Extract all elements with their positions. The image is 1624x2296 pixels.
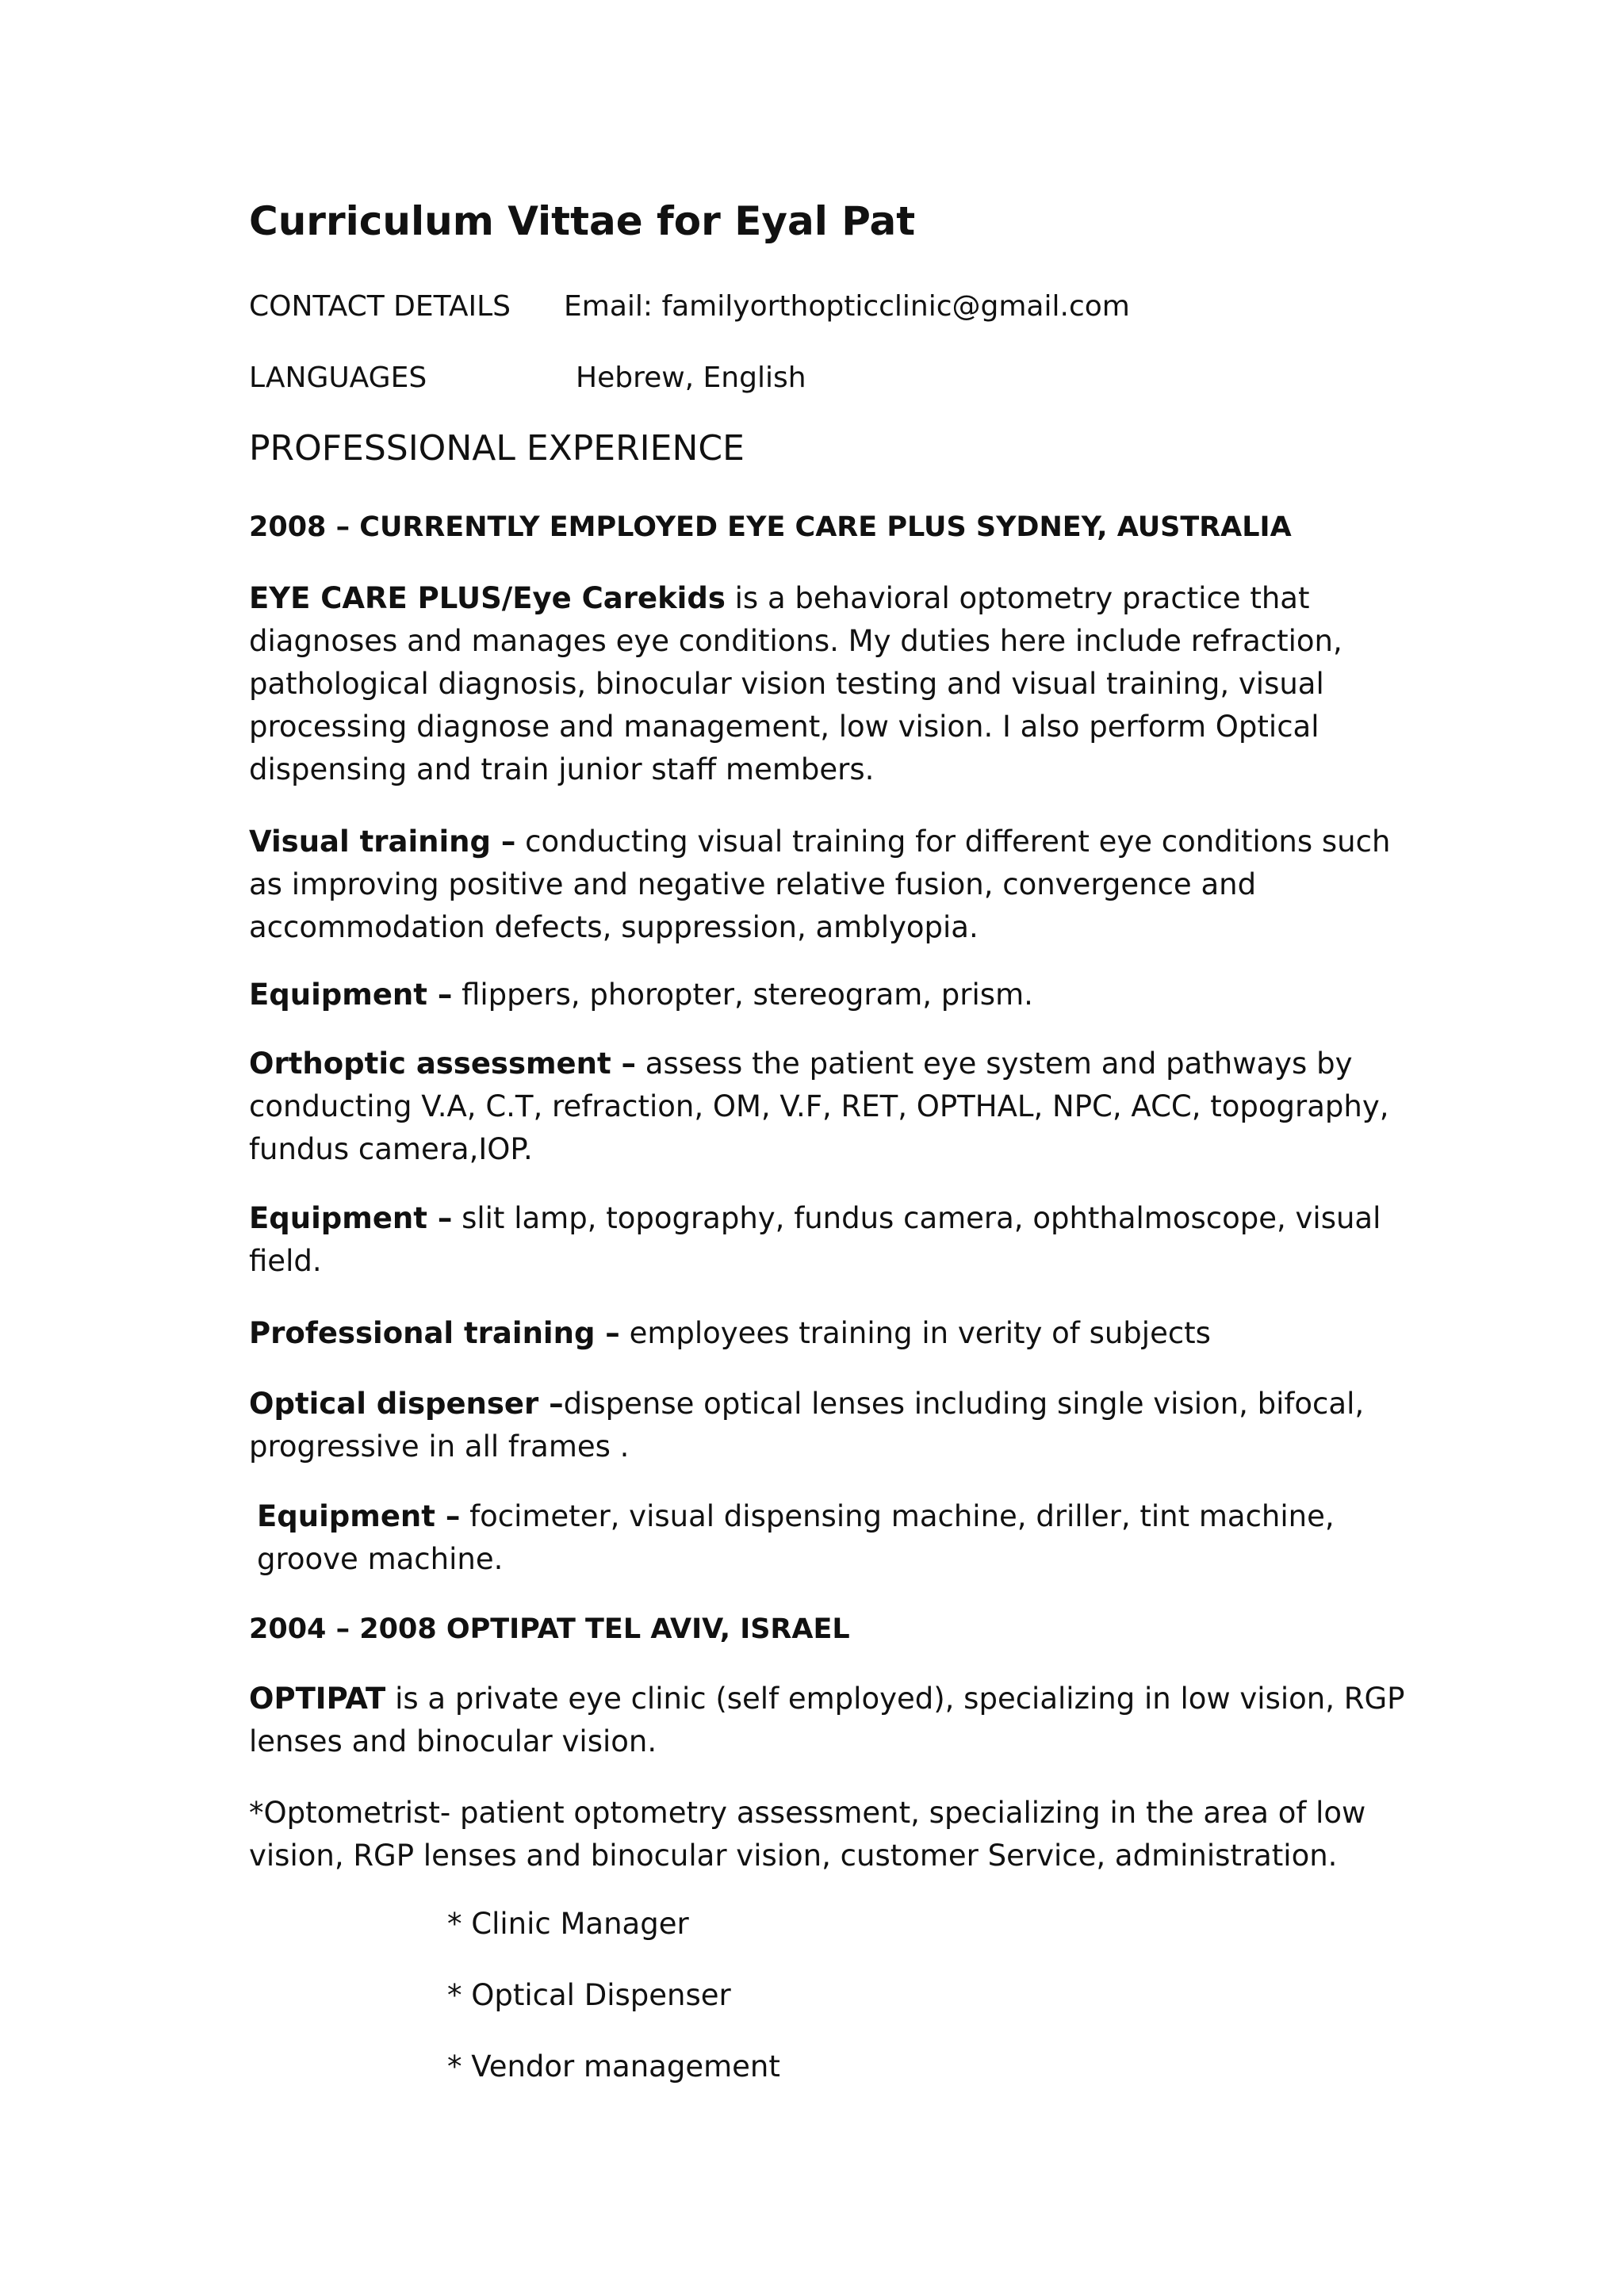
job-heading-optipat: 2004 – 2008 OPTIPAT TEL AVIV, ISRAEL [249, 1613, 850, 1645]
equipment-visual-training: Equipment – flippers, phoropter, stereogram, prism. [249, 978, 1033, 1012]
languages-row [249, 357, 806, 400]
document-title: Curriculum Vittae for Eyal Pat [249, 198, 916, 244]
professional-experience-heading: PROFESSIONAL EXPERIENCE [249, 428, 745, 469]
optipat-description: OPTIPAT is a private eye clinic (self employed), specializing in low vision, RGP lenses and binocular vision. [249, 1682, 1405, 1758]
equipment-label: Equipment – [249, 978, 453, 1012]
role-item: * Vendor management [447, 2049, 780, 2084]
contact-details-row [249, 285, 1130, 328]
eye-care-plus-name: EYE CARE PLUS/Eye Carekids [249, 581, 726, 615]
contact-email: Email: familyorthopticclinic@gmail.com [564, 290, 1130, 323]
optometrist-paragraph: *Optometrist- patient optometry assessment, specializing in the area of low vision, RGP lenses and binocular vision, customer Service, administration. [249, 1796, 1366, 1873]
eye-care-plus-description: EYE CARE PLUS/Eye Carekids is a behavioral optometry practice that diagnoses and manages eye conditions. My duties here include refraction, pathological diagnosis, binocular vision testing and visual training, visual processing diagnose and management, low vision. I also perform Optical dispensing and train junior staff members. [249, 581, 1342, 786]
equipment-label: Equipment – [249, 1201, 453, 1235]
professional-training-paragraph: Professional training – employees training in verity of subjects [249, 1316, 1211, 1350]
contact-details-label: CONTACT DETAILS [249, 290, 511, 323]
orthoptic-assessment-label: Orthoptic assessment – [249, 1047, 637, 1081]
equipment-optical: Equipment – focimeter, visual dispensing machine, driller, tint machine, groove machine. [257, 1499, 1335, 1576]
languages-value: Hebrew, English [576, 362, 806, 394]
equipment-orthoptic: Equipment – slit lamp, topography, fundus camera, ophthalmoscope, visual field. [249, 1201, 1381, 1278]
visual-training-paragraph: Visual training – conducting visual training for different eye conditions such as improving positive and negative relative fusion, convergence and accommodation defects, suppression, amblyopia. [249, 825, 1391, 944]
optipat-name: OPTIPAT [249, 1682, 386, 1716]
job-heading-eye-care-plus: 2008 – CURRENTLY EMPLOYED EYE CARE PLUS SYDNEY, AUSTRALIA [249, 511, 1292, 543]
role-item: * Clinic Manager [447, 1907, 689, 1941]
role-item: * Optical Dispenser [447, 1978, 731, 2012]
optical-dispenser-label: Optical dispenser – [249, 1387, 564, 1421]
visual-training-label: Visual training – [249, 825, 516, 859]
optical-dispenser-paragraph: Optical dispenser –dispense optical lenses including single vision, bifocal, progressive in all frames . [249, 1387, 1365, 1464]
orthoptic-assessment-paragraph: Orthoptic assessment – assess the patient eye system and pathways by conducting V.A, C.T, refraction, OM, V.F, RET, OPTHAL, NPC, ACC, topography, fundus camera,IOP. [249, 1047, 1389, 1166]
equipment-label: Equipment – [257, 1499, 461, 1533]
professional-training-label: Professional training – [249, 1316, 620, 1350]
languages-label: LANGUAGES [249, 362, 427, 394]
